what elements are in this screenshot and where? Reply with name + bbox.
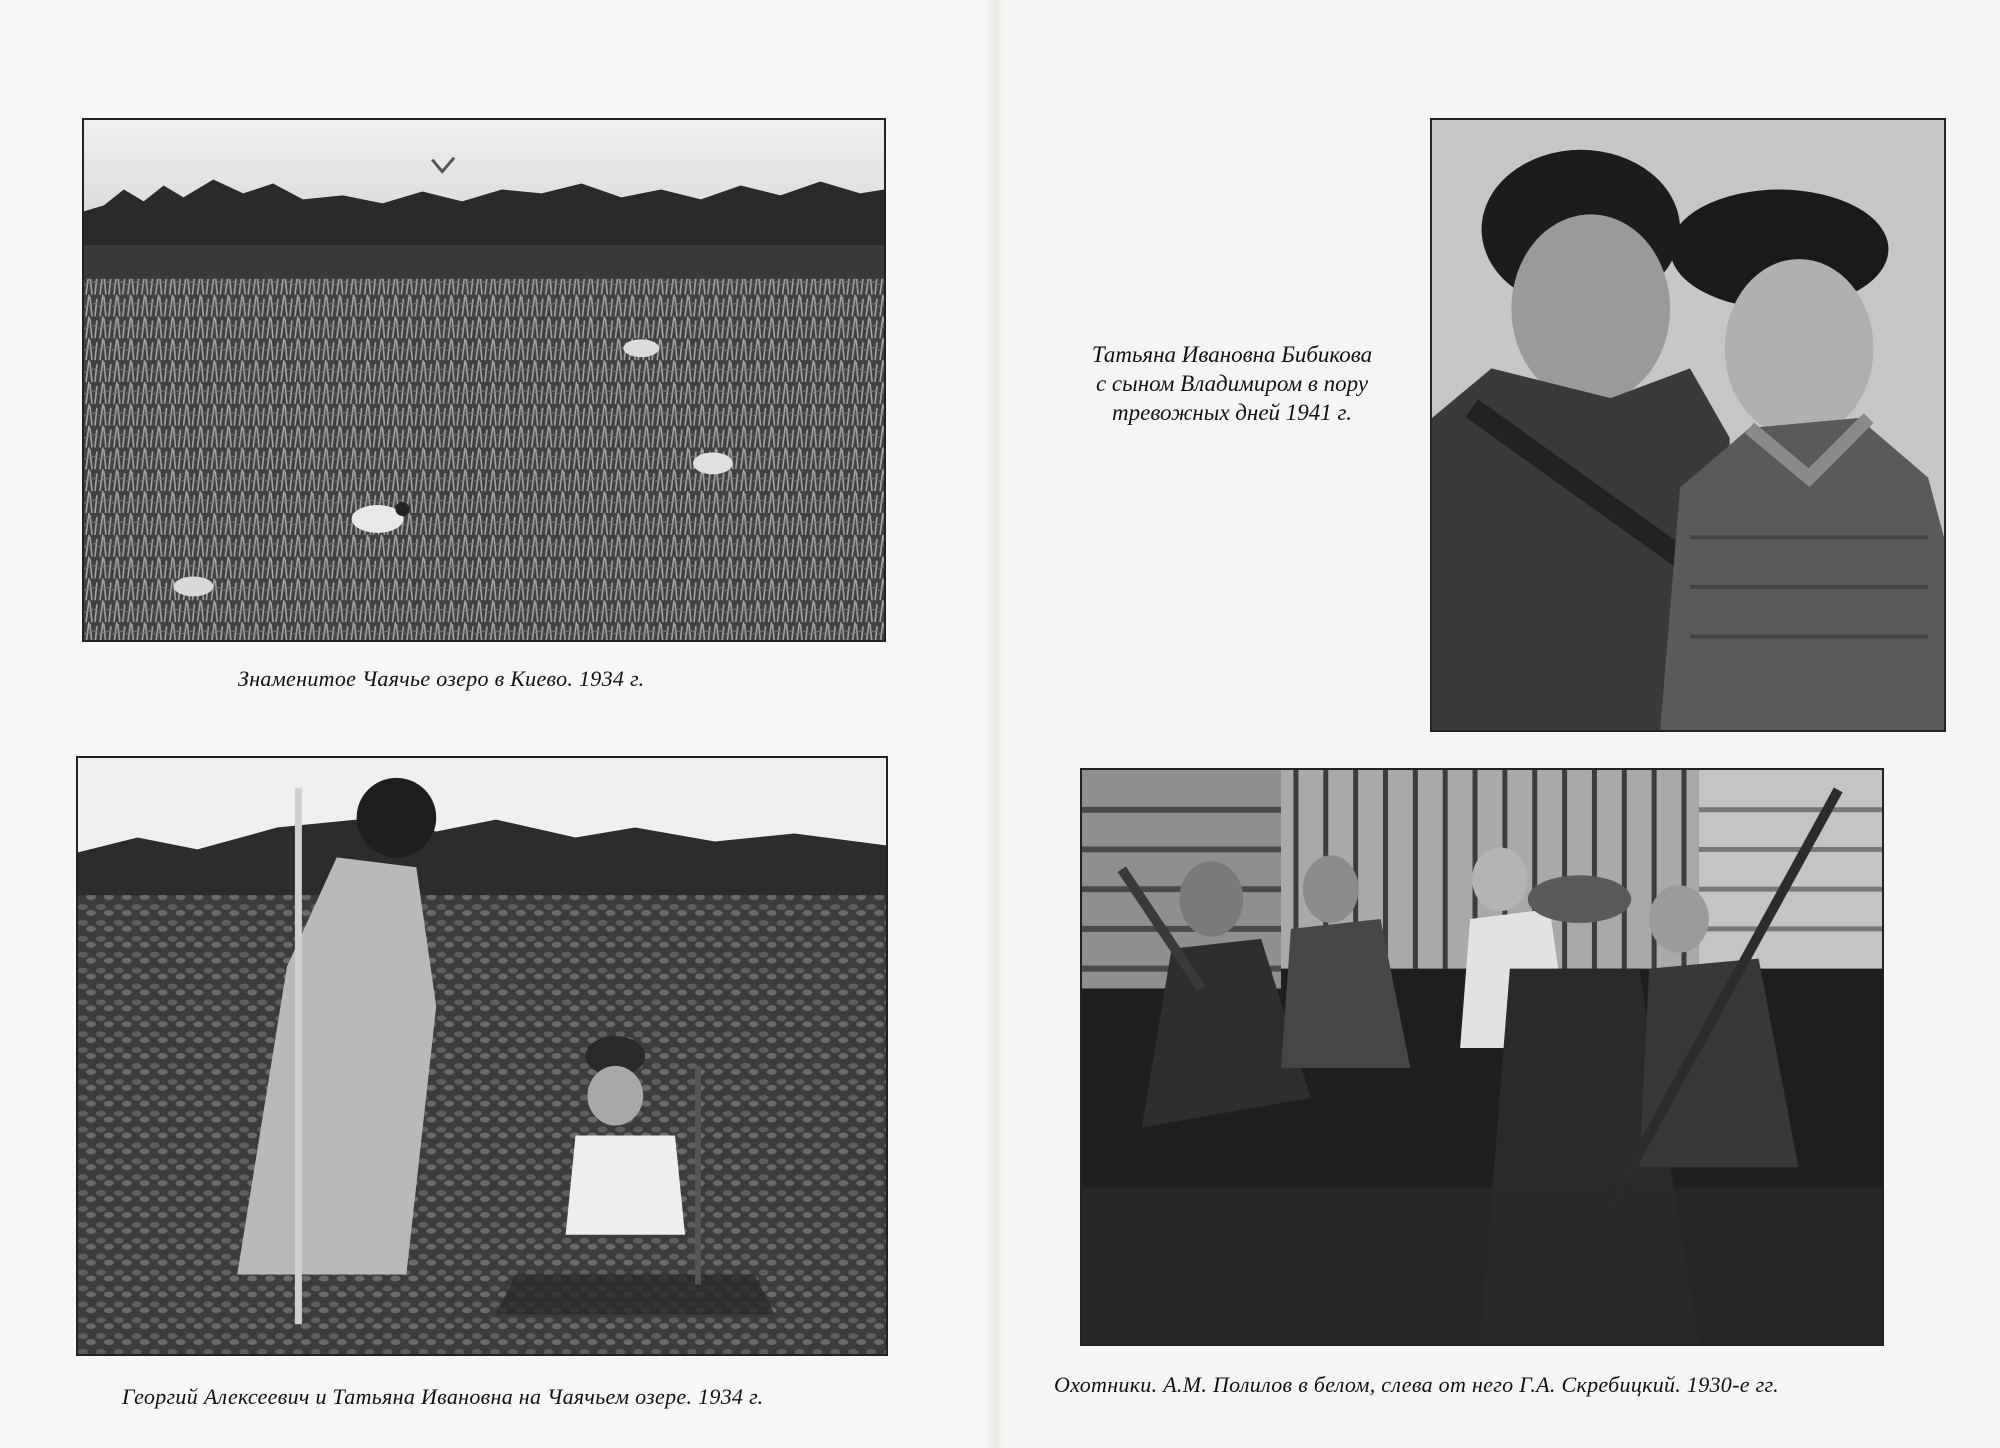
photo-couple-at-lake <box>76 756 888 1356</box>
book-gutter <box>985 0 1005 1448</box>
caption-portrait-line-1: Татьяна Ивановна Бибикова <box>1091 342 1373 367</box>
caption-portrait-line-2: с сыном Владимиром в пору <box>1095 371 1369 396</box>
caption-gull-lake: Знаменитое Чаячье озеро в Киево. 1934 г. <box>238 666 645 691</box>
caption-portrait <box>1064 340 1400 427</box>
caption-portrait-line-3: тревожных дней 1941 г. <box>1112 400 1352 425</box>
photo-hunters <box>1080 768 1884 1346</box>
photo-portrait-mother-son <box>1430 118 1946 732</box>
photo-gull-lake <box>82 118 886 642</box>
caption-couple-at-lake: Георгий Алексеевич и Татьяна Ивановна на Чаячьем озере. 1934 г. <box>122 1384 764 1409</box>
caption-hunters: Охотники. А.М. Полилов в белом, слева от него Г.А. Скребицкий. 1930-е гг. <box>1054 1372 1779 1397</box>
